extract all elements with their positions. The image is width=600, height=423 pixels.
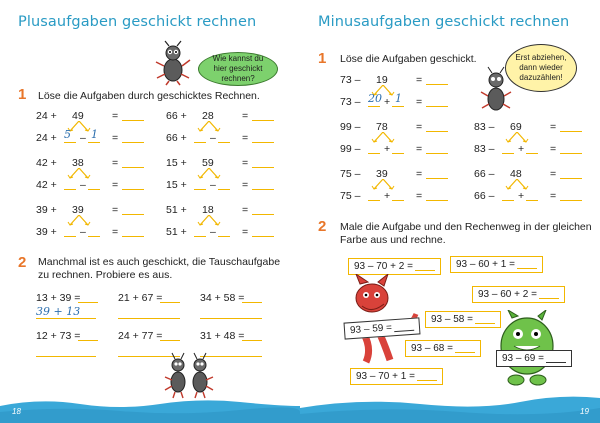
row2-first: 66 – — [474, 190, 495, 202]
split-arrows-icon — [194, 168, 224, 179]
water-wave-decoration — [0, 392, 600, 423]
equation-block — [166, 204, 286, 250]
equation-block — [166, 157, 286, 203]
tausch-item: 12 + 73 = — [36, 330, 81, 342]
equation-block — [340, 121, 460, 167]
tausch-item: 31 + 48 = — [200, 330, 245, 342]
row1-second: 78 — [376, 121, 388, 133]
left-task1-instruction: Löse die Aufgaben durch geschicktes Rechnen. — [38, 90, 260, 102]
row1-equals: = — [242, 204, 249, 216]
left-page-number: 18 — [12, 407, 21, 416]
row1-equals: = — [112, 157, 119, 169]
row1-first: 42 + — [36, 157, 57, 169]
row2-first: 83 – — [474, 143, 495, 155]
row2-equals: = — [550, 190, 557, 202]
right-bubble-text: Erst abziehen, dann wieder dazuzählen! — [515, 53, 567, 82]
row1-second: 39 — [376, 168, 388, 180]
split-arrows-icon — [194, 121, 224, 132]
row1-first: 51 + — [166, 204, 187, 216]
right-page-title: Minusaufgaben geschickt rechnen — [318, 14, 570, 30]
row1-equals: = — [242, 110, 249, 122]
right-task2-instruction-2: Farbe aus und rechne. — [340, 234, 446, 246]
task-box: 93 – 68 = — [405, 340, 481, 357]
row1-first: 39 + — [36, 204, 57, 216]
task-box: 93 – 58 = — [425, 311, 501, 328]
row1-second: 59 — [202, 157, 214, 169]
right-speech-bubble — [505, 44, 577, 92]
task-box: 93 – 70 + 1 = — [350, 368, 443, 385]
handwritten-swap: 39 + 13 — [36, 305, 81, 318]
row1-first: 66 + — [166, 110, 187, 122]
row2-equals: = — [550, 143, 557, 155]
right-task1-number: 1 — [318, 50, 327, 67]
row2-equals: = — [416, 143, 423, 155]
row1-second: 38 — [72, 157, 84, 169]
task-box: 93 – 70 + 2 = — [348, 258, 441, 275]
row2-operator: + — [518, 190, 525, 202]
split-arrows-icon — [368, 132, 398, 143]
row2-operator: – — [210, 226, 216, 238]
equation-block — [36, 110, 156, 156]
row2-operator: – — [80, 179, 86, 191]
left-task1-number: 1 — [18, 86, 27, 103]
row2-operator: + — [384, 96, 391, 108]
row2-first: 15 + — [166, 179, 187, 191]
row2-operator: – — [210, 179, 216, 191]
equation-block — [340, 74, 460, 120]
row1-second: 18 — [202, 204, 214, 216]
row2-first: 24 + — [36, 132, 57, 144]
sign-left: 93 – 59 = — [343, 317, 420, 339]
row1-equals: = — [242, 157, 249, 169]
right-task2-number: 2 — [318, 218, 327, 235]
left-page-title: Plusaufgaben geschickt rechnen — [18, 14, 257, 30]
split-arrows-icon — [194, 215, 224, 226]
row1-equals: = — [416, 121, 423, 133]
row2-first: 66 + — [166, 132, 187, 144]
row2-first: 99 – — [340, 143, 361, 155]
handwritten-part2: 1 — [395, 92, 402, 105]
row2-first: 75 – — [340, 190, 361, 202]
equation-block — [36, 157, 156, 203]
handwritten-part1: 20 — [368, 92, 382, 105]
equation-block — [474, 168, 594, 214]
left-bubble-text: Wie kannst du hier geschickt rechnen? — [212, 54, 264, 83]
tausch-item: 13 + 39 = — [36, 292, 81, 304]
row1-first: 66 – — [474, 168, 495, 180]
row1-second: 39 — [72, 204, 84, 216]
split-arrows-icon — [502, 132, 532, 143]
handwritten-part1: 5 — [64, 128, 71, 141]
row1-equals: = — [112, 204, 119, 216]
split-arrows-icon — [64, 215, 94, 226]
row2-operator: – — [210, 132, 216, 144]
split-arrows-icon — [502, 179, 532, 190]
ant-character-illustration — [478, 66, 514, 114]
row2-equals: = — [416, 190, 423, 202]
left-task2-instruction-2: zu rechnen. Probiere es aus. — [38, 269, 173, 281]
row2-operator: + — [518, 143, 525, 155]
row2-operator: – — [80, 226, 86, 238]
sign-right: 93 – 69 = — [496, 350, 572, 367]
row1-first: 75 – — [340, 168, 361, 180]
row1-equals: = — [550, 121, 557, 133]
row1-second: 69 — [510, 121, 522, 133]
equation-block — [340, 168, 460, 214]
split-arrows-icon — [368, 179, 398, 190]
row2-first: 42 + — [36, 179, 57, 191]
row1-second: 49 — [72, 110, 84, 122]
row2-first: 51 + — [166, 226, 187, 238]
row1-equals: = — [416, 168, 423, 180]
row2-equals: = — [416, 96, 423, 108]
row2-equals: = — [112, 132, 119, 144]
row1-first: 24 + — [36, 110, 57, 122]
equation-block — [166, 110, 286, 156]
ant-character-illustration — [152, 40, 194, 86]
right-task2-instruction-1: Male die Aufgabe und den Rechenweg in der gleichen — [340, 221, 592, 233]
row1-first: 83 – — [474, 121, 495, 133]
row1-first: 99 – — [340, 121, 361, 133]
handwritten-part2: 1 — [91, 128, 98, 141]
equation-block — [474, 121, 594, 167]
left-speech-bubble — [198, 52, 278, 86]
row1-second: 28 — [202, 110, 214, 122]
row2-equals: = — [242, 132, 249, 144]
left-task2-instruction-1: Manchmal ist es auch geschickt, die Tauschaufgabe — [38, 256, 281, 268]
row2-equals: = — [112, 226, 119, 238]
row2-equals: = — [242, 226, 249, 238]
row1-equals: = — [550, 168, 557, 180]
right-page-number: 19 — [580, 407, 589, 416]
equation-block — [36, 204, 156, 250]
row1-second: 48 — [510, 168, 522, 180]
row2-first: 39 + — [36, 226, 57, 238]
row1-second: 19 — [376, 74, 388, 86]
row1-equals: = — [112, 110, 119, 122]
task-box: 93 – 60 + 2 = — [472, 286, 565, 303]
right-task1-instruction: Löse die Aufgaben geschickt. — [340, 53, 477, 65]
row1-equals: = — [416, 74, 423, 86]
tausch-item: 24 + 77 = — [118, 330, 163, 342]
row2-equals: = — [242, 179, 249, 191]
row1-first: 15 + — [166, 157, 187, 169]
tausch-item: 34 + 58 = — [200, 292, 245, 304]
row1-first: 73 – — [340, 74, 361, 86]
row2-operator: – — [80, 132, 86, 144]
row2-operator: + — [384, 143, 391, 155]
split-arrows-icon — [64, 168, 94, 179]
task-box: 93 – 60 + 1 = — [450, 256, 543, 273]
tausch-item: 21 + 67 = — [118, 292, 163, 304]
row2-equals: = — [112, 179, 119, 191]
row2-operator: + — [384, 190, 391, 202]
left-task2-number: 2 — [18, 254, 27, 271]
row2-first: 73 – — [340, 96, 361, 108]
